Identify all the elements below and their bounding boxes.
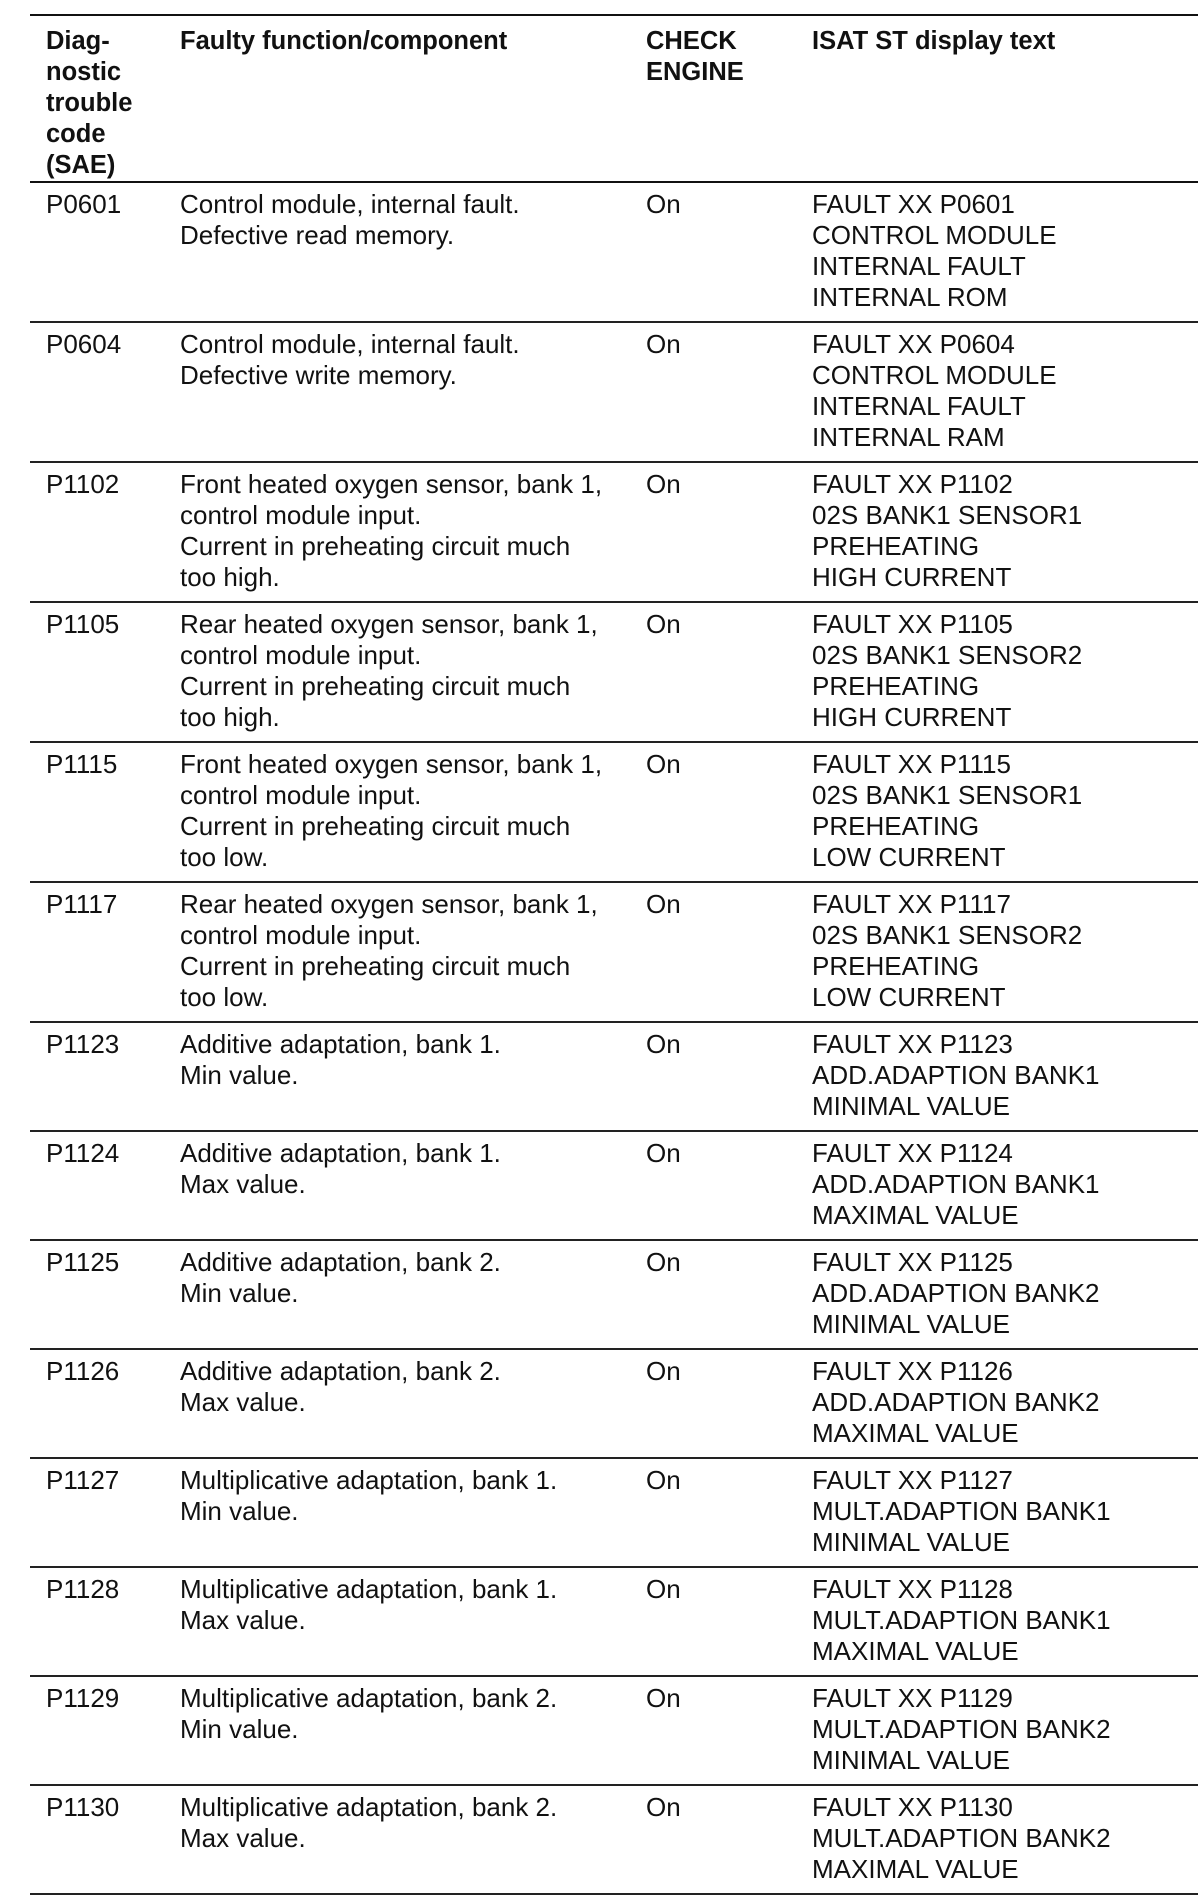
table-row (30, 1676, 1198, 1785)
cell-function: Front heated oxygen sensor, bank 1, control module input. Current in preheating circuit much too low. (156, 742, 642, 882)
cell-isat: FAULT XX P0604 CONTROL MODULE INTERNAL FAULT INTERNAL RAM (808, 322, 1198, 462)
cell-check-engine: On (642, 1022, 808, 1131)
cell-check-engine: On (642, 882, 808, 1022)
cell-code: P1128 (30, 1567, 156, 1676)
document-page (30, 14, 1198, 1895)
cell-isat: FAULT XX P1115 02S BANK1 SENSOR1 PREHEATING LOW CURRENT (808, 742, 1198, 882)
cell-isat: FAULT XX P1130 MULT.ADAPTION BANK2 MAXIMAL VALUE (808, 1785, 1198, 1894)
cell-check-engine: On (642, 1349, 808, 1458)
cell-code: P1105 (30, 602, 156, 742)
table-row (30, 1022, 1198, 1131)
cell-check-engine: On (642, 182, 808, 322)
cell-isat: FAULT XX P1126 ADD.ADAPTION BANK2 MAXIMAL VALUE (808, 1349, 1198, 1458)
cell-function: Additive adaptation, bank 1. Min value. (156, 1022, 642, 1131)
header-code: Diag- nostic trouble code (SAE) (30, 15, 156, 182)
cell-check-engine: On (642, 602, 808, 742)
diagnostic-trouble-code-table (30, 14, 1198, 1895)
table-row (30, 1240, 1198, 1349)
cell-function: Control module, internal fault. Defective write memory. (156, 322, 642, 462)
cell-check-engine: On (642, 1567, 808, 1676)
cell-function: Rear heated oxygen sensor, bank 1, control module input. Current in preheating circuit much too low. (156, 882, 642, 1022)
cell-function: Additive adaptation, bank 2. Max value. (156, 1349, 642, 1458)
cell-function: Multiplicative adaptation, bank 2. Min value. (156, 1676, 642, 1785)
cell-check-engine: On (642, 1458, 808, 1567)
cell-isat: FAULT XX P1128 MULT.ADAPTION BANK1 MAXIMAL VALUE (808, 1567, 1198, 1676)
table-row (30, 322, 1198, 462)
cell-function: Additive adaptation, bank 1. Max value. (156, 1131, 642, 1240)
table-row (30, 1349, 1198, 1458)
table-row (30, 742, 1198, 882)
cell-code: P1130 (30, 1785, 156, 1894)
table-row (30, 1131, 1198, 1240)
cell-code: P1129 (30, 1676, 156, 1785)
cell-code: P1115 (30, 742, 156, 882)
table-row (30, 1785, 1198, 1894)
cell-check-engine: On (642, 1785, 808, 1894)
cell-function: Additive adaptation, bank 2. Min value. (156, 1240, 642, 1349)
cell-isat: FAULT XX P1124 ADD.ADAPTION BANK1 MAXIMAL VALUE (808, 1131, 1198, 1240)
table-header-row (30, 15, 1198, 182)
cell-check-engine: On (642, 462, 808, 602)
cell-function: Control module, internal fault. Defective read memory. (156, 182, 642, 322)
cell-check-engine: On (642, 742, 808, 882)
cell-isat: FAULT XX P1117 02S BANK1 SENSOR2 PREHEATING LOW CURRENT (808, 882, 1198, 1022)
table-row (30, 882, 1198, 1022)
cell-function: Front heated oxygen sensor, bank 1, control module input. Current in preheating circuit much too high. (156, 462, 642, 602)
cell-code: P1125 (30, 1240, 156, 1349)
cell-code: P1123 (30, 1022, 156, 1131)
table-row (30, 602, 1198, 742)
cell-check-engine: On (642, 322, 808, 462)
cell-code: P0601 (30, 182, 156, 322)
table-row (30, 182, 1198, 322)
header-check-engine: CHECK ENGINE (642, 15, 808, 182)
cell-isat: FAULT XX P1129 MULT.ADAPTION BANK2 MINIMAL VALUE (808, 1676, 1198, 1785)
cell-isat: FAULT XX P1123 ADD.ADAPTION BANK1 MINIMAL VALUE (808, 1022, 1198, 1131)
cell-function: Multiplicative adaptation, bank 1. Max value. (156, 1567, 642, 1676)
cell-isat: FAULT XX P0601 CONTROL MODULE INTERNAL FAULT INTERNAL ROM (808, 182, 1198, 322)
cell-check-engine: On (642, 1676, 808, 1785)
cell-code: P1102 (30, 462, 156, 602)
table-row (30, 1567, 1198, 1676)
header-isat: ISAT ST display text (808, 15, 1198, 182)
cell-function: Multiplicative adaptation, bank 1. Min value. (156, 1458, 642, 1567)
cell-isat: FAULT XX P1105 02S BANK1 SENSOR2 PREHEATING HIGH CURRENT (808, 602, 1198, 742)
cell-function: Multiplicative adaptation, bank 2. Max value. (156, 1785, 642, 1894)
cell-code: P1117 (30, 882, 156, 1022)
cell-check-engine: On (642, 1240, 808, 1349)
cell-code: P1127 (30, 1458, 156, 1567)
cell-function: Rear heated oxygen sensor, bank 1, control module input. Current in preheating circuit much too high. (156, 602, 642, 742)
cell-isat: FAULT XX P1102 02S BANK1 SENSOR1 PREHEATING HIGH CURRENT (808, 462, 1198, 602)
cell-code: P0604 (30, 322, 156, 462)
table-row (30, 462, 1198, 602)
cell-isat: FAULT XX P1125 ADD.ADAPTION BANK2 MINIMAL VALUE (808, 1240, 1198, 1349)
header-function: Faulty function/component (156, 15, 642, 182)
cell-code: P1124 (30, 1131, 156, 1240)
cell-code: P1126 (30, 1349, 156, 1458)
table-row (30, 1458, 1198, 1567)
cell-isat: FAULT XX P1127 MULT.ADAPTION BANK1 MINIMAL VALUE (808, 1458, 1198, 1567)
cell-check-engine: On (642, 1131, 808, 1240)
